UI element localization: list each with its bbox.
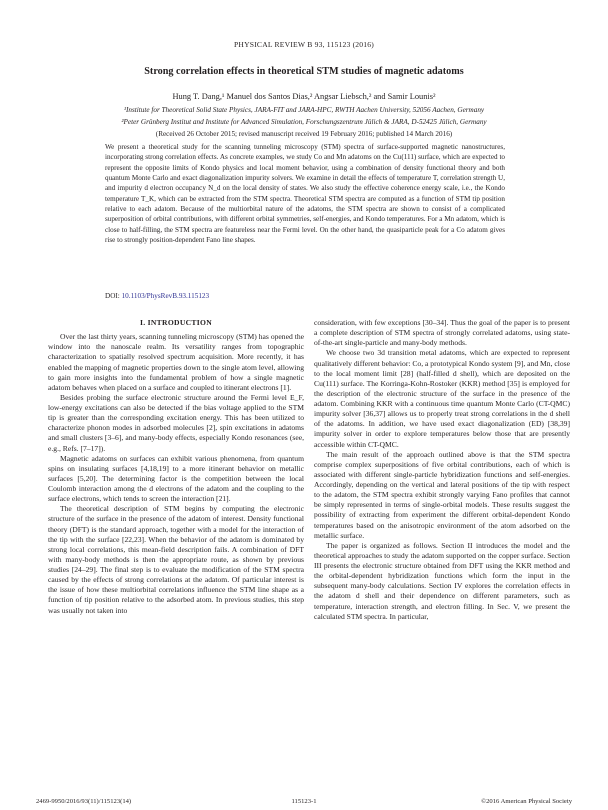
paragraph: Over the last thirty years, scanning tunneling microscopy (STM) has opened the window into the nanoscale realm. Its versatility ranges from topographic characterization to spatially resolved spectrum acquisition. More recently, it has enabled the mapping of magnetic properties down to the single atom level, allowing to gain more insights into the fundamental problem of how a single magnetic adatom behaves when placed on a surface and coupled to itinerant electrons [1]. xyxy=(48,332,304,392)
paper-title: Strong correlation effects in theoretical STM studies of magnetic adatoms xyxy=(144,66,464,77)
paragraph: The main result of the approach outlined above is that the STM spectra comprise complex superpositions of five orbital contributions, each of which is associated with different single-particle hybridization functions and self-energies. Accordingly, depending on the vertical and lateral positions of the tip with respect to the adatom, the STM spectra exhibit strongly varying Fano profiles that cannot be simply represented in terms of single-orbital models. These results suggest the possibility of extracting from experiment the different orbital-dependent Kondo temperatures based on the anisotropic environment of the atom adsorbed on the metallic surface. xyxy=(314,449,570,540)
running-head: PHYSICAL REVIEW B 93, 115123 (2016) xyxy=(233,40,375,49)
paragraph: The theoretical description of STM begins by computing the electronic structure of the surface in the presence of the adatom of interest. Density functional theory (DFT) is the standard approach, together with a model for the interaction of the tip with the surface [22,23]. When the behavior of the adatom is dominated by strong local correlations, this mean-field description fails. A combination of DFT with many-body methods is then the appropriate route, as shown by previous studies [24–29]. The final step is to evaluate the modification of the STM spectra caused by the effects of strong correlations at the adatom. Of particular interest is the issue of how these multiorbital correlations influence the STM line shape as a function of tip position relative to the adsorbed atom. In previous studies, this step was usually not taken into xyxy=(48,504,304,615)
paragraph: The paper is organized as follows. Section II introduces the model and the theoretical approaches to study the adatom supported on the copper surface. Section III presents the electronic structure obtained from DFT using the KKR method and the orbital-dependent hybridization functions which form the input in the subsequent many-body calculations. Section IV explores the correlation effects in the adatom d shell and their dependence on different parameters, such as temperature, interaction strength, and electron filling. In Sec. V, we present the calculated STM spectra. In particular, xyxy=(314,540,570,621)
received-dates: (Received 26 October 2015; revised manuscript received 19 February 2016; published 14 March 2016) xyxy=(155,130,453,138)
footer-copyright: ©2016 American Physical Society xyxy=(481,798,572,805)
affiliation-2: ²Peter Grünberg Institut and Institute for Advanced Simulation, Forschungszentrum Jülich & JARA, D-52425 Jülich, Germany xyxy=(121,118,487,126)
author-list: Hung T. Dang,¹ Manuel dos Santos Dias,² Angsar Liebsch,² and Samir Lounis² xyxy=(172,92,436,101)
section-heading: I. INTRODUCTION xyxy=(139,318,212,327)
paragraph: We choose two 3d transition metal adatoms, which are expected to represent qualitatively different behavior: Co, a prototypical Kondo system [9], and Mn, close to the local moment limit [28] (half-filled d shell), which are deposited on the Cu(111) surface. The Korringa-Kohn-Rostoker (KKR) method [35] is employed for the description of the electronic structure of the surface in the presence of the adatom. Combining KKR with a continuous time quantum Monte Carlo (CT-QMC) impurity solver [36,37] allows us to properly treat strong correlations in the d shell of the adatoms. In addition, we have used exact diagonalization (ED) [38,39] impurity solver in order to explore temperatures below those that are presently accessible within CT-QMC. xyxy=(314,348,570,449)
doi-line xyxy=(105,292,209,300)
paragraph: Magnetic adatoms on surfaces can exhibit various phenomena, from quantum spins on insulating surfaces [4,18,19] to a more itinerant behavior on metallic surfaces [5,20]. The determining factor is the competition between the local Coulomb interaction among the d electrons of the adatom and the coupling to the surface electrons, which tends to screen the interaction [21]. xyxy=(48,453,304,504)
doi-label: DOI: xyxy=(105,292,122,300)
paragraph: Besides probing the surface electronic structure around the Fermi level E_F, low-energy excitations can also be detected if the bias voltage applied to the STM tip is greater than the corresponding excitation energy. This has been utilized to characterize phonon modes in adsorbed molecules [2], spin excitations in adatoms and small clusters [3–6], and many-body effects, especially Kondo resonances (see, e.g., Refs. [7–17]). xyxy=(48,392,304,453)
affiliation-1: ¹Institute for Theoretical Solid State Physics, JARA-FIT and JARA-HPC, RWTH Aachen University, 52056 Aachen, Germany xyxy=(123,106,485,114)
abstract: We present a theoretical study for the scanning tunneling microscopy (STM) spectra of surface-supported magnetic nanostructures, incorporating strong correlation effects. As concrete examples, we study Co and Mn adatoms on the Cu(111) surface, which are expected to represent the opposite limits of Kondo physics and local moment behavior, using a combination of density functional theory and both quantum Monte Carlo and exact diagonalization impurity solvers. We examine in detail the effects of temperature T, correlation strength U, and impurity d electron occupancy N_d on the local density of states. We also study the effective coherence energy scale, i.e., the Kondo temperature T_K, which can be extracted from the STM spectra. Theoretical STM spectra are computed as a function of STM tip position relative to each adatom. Because of the multiorbital nature of the adatoms, the STM spectra are shown to consist of a complicated superposition of orbital contributions, with different orbital symmetries, self-energies, and Kondo temperatures. For a Mn adatom, which is close to half-filling, the STM spectra are featureless near the Fermi level. On the other hand, the quasiparticle peak for a Co adatom gives rise to strongly position-dependent Fano line shapes. xyxy=(105,143,505,245)
left-column xyxy=(48,318,304,616)
footer-issn: 2469-9950/2016/93(11)/115123(14) xyxy=(36,798,132,805)
footer-page-number: 115123-1 xyxy=(291,798,317,805)
paragraph: consideration, with few exceptions [30–34]. Thus the goal of the paper is to present a complete description of STM spectra of strongly correlated adatoms, using state-of-the-art single-particle and many-body methods. xyxy=(314,318,570,348)
doi-link[interactable]: 10.1103/PhysRevB.93.115123 xyxy=(121,292,210,300)
right-column xyxy=(314,318,570,622)
